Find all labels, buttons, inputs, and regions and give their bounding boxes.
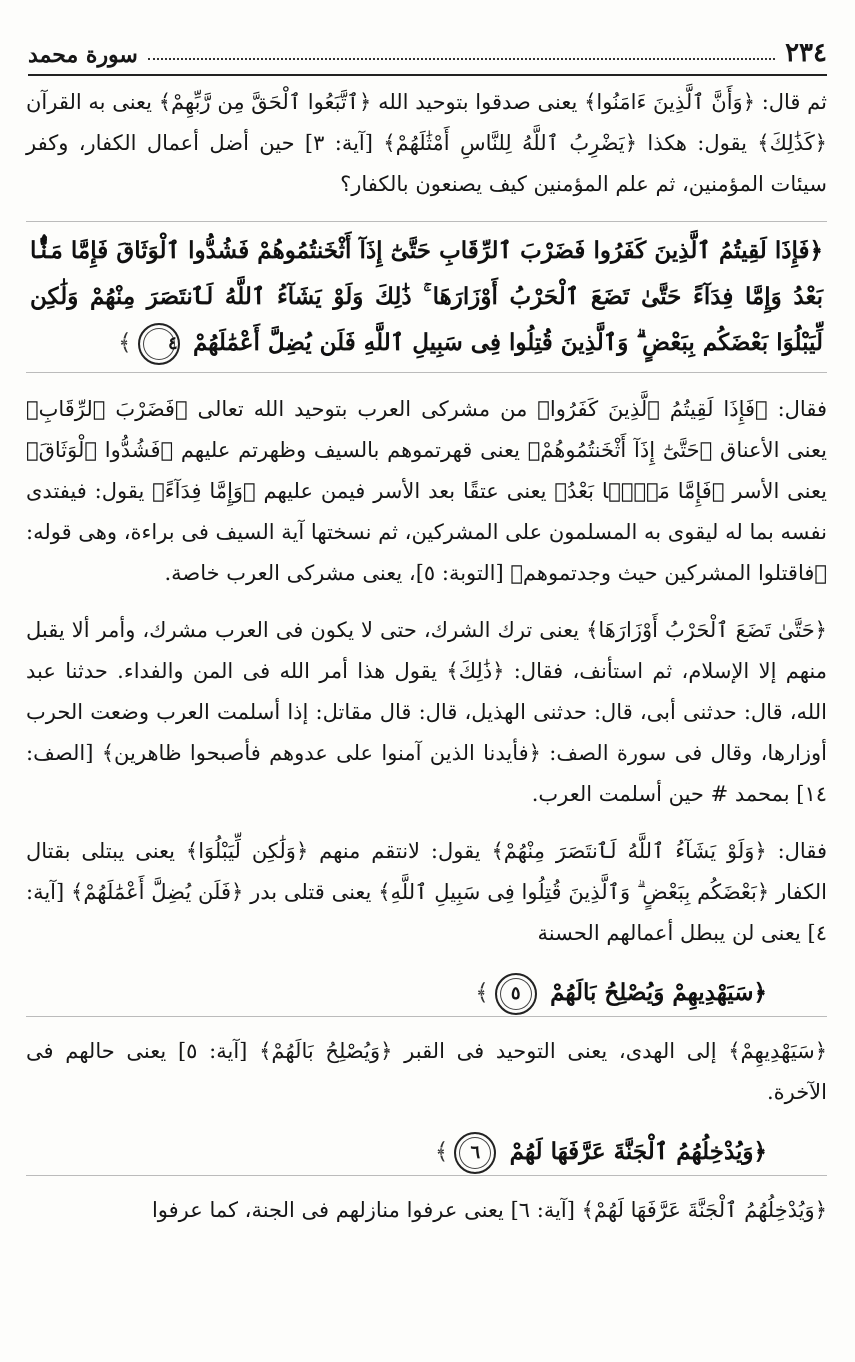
page-body [26, 82, 827, 1247]
verse-text: ﴿وَيُدْخِلُهُمُ ٱلْجَنَّةَ عَرَّفَهَا لَهُمْ [509, 1138, 767, 1165]
commentary-paragraph: ﴿وَيُدْخِلُهُمُ ٱلْجَنَّةَ عَرَّفَهَا لَهُمْ﴾ [آية: ٦] يعنى عرفوا منازلهم فى الجنة، كما عرفوا [151, 1198, 827, 1222]
commentary-paragraph: فقال: ﴿فَإِذَا لَقِيتُمُ ٱلَّذِينَ كَفَرُوا﴾ من مشركى العرب بتوحيد الله تعالى ﴿فَضَرْبَ ٱلرِّقَابِ﴾ يعنى الأعناق ﴿حَتَّىٰٓ إِذَآ أَثْخَنتُمُوهُمْ﴾ يعنى قهرتموهم بالسيف وظهرتم عليهم ﴿فَشُدُّوا ٱلْوَثَاقَ﴾ يعنى الأسر ﴿فَإِمَّا مَنًّۢا بَعْدُ﴾ يعنى عتقًا بعد الأسر فيمن عليهم ﴿وَإِمَّا فِدَآءً﴾ يقول: فيفتدى نفسه بما له ليقوى به المسلمون على المشركين، ثم نسختها آية السيف فى براءة، وهى قوله: ﴿فاقتلوا المشركين حيث وجدتموهم﴾ [التوبة: ٥]، يعنى مشركى العرب خاصة. [26, 397, 827, 585]
quran-verse-line [26, 1129, 827, 1176]
page-header [28, 28, 827, 76]
verse-close-bracket: ﴾ [475, 980, 489, 1006]
page-number: ٢٣٤ [785, 38, 827, 68]
verse-close-bracket: ﴾ [434, 1139, 449, 1165]
commentary-paragraph: ﴿سَيَهْدِيهِمْ﴾ إلى الهدى، يعنى التوحيد فى القبر ﴿وَيُصْلِحُ بَالَهُمْ﴾ [آية: ٥] يعنى حالهم فى الآخرة. [26, 1039, 827, 1104]
ayah-number-marker: ٥ [495, 973, 537, 1015]
verse-close-bracket: ﴾ [118, 330, 132, 356]
ayah-number-marker: ٤ [138, 323, 180, 365]
verse-text: ﴿فَإِذَا لَقِيتُمُ ٱلَّذِينَ كَفَرُوا فَضَرْبَ ٱلرِّقَابِ حَتَّىٰٓ إِذَآ أَثْخَنتُمُوهُمْ فَشُدُّوا ٱلْوَثَاقَ فَإِمَّا مَنًّۢا بَعْدُ وَإِمَّا فِدَآءً حَتَّىٰ تَضَعَ ٱلْحَرْبُ أَوْزَارَهَا ۚ ذَٰلِكَ وَلَوْ يَشَآءُ ٱللَّهُ لَٱنتَصَرَ مِنْهُمْ وَلَٰكِن لِّيَبْلُوَا بَعْضَكُم بِبَعْضٍ ۗ وَٱلَّذِينَ قُتِلُوا فِى سَبِيلِ ٱللَّهِ فَلَن يُضِلَّ أَعْمَٰلَهُمْ [30, 237, 823, 356]
ayah-number-marker: ٦ [454, 1132, 496, 1174]
surah-title: سورة محمد [28, 42, 138, 68]
quran-verse-block [26, 221, 827, 373]
commentary-paragraph: فقال: ﴿وَلَوْ يَشَآءُ ٱللَّهُ لَٱنتَصَرَ مِنْهُمْ﴾ يقول: لانتقم منهم ﴿وَلَٰكِن لِّيَبْلُوَا﴾ يعنى يبتلى بقتال الكفار ﴿بَعْضَكُم بِبَعْضٍ ۗ وَٱلَّذِينَ قُتِلُوا فِى سَبِيلِ ٱللَّهِ﴾ يعنى قتلى بدر ﴿فَلَن يُضِلَّ أَعْمَٰلَهُمْ﴾ [آية: ٤] يعنى لن يبطل أعمالهم الحسنة [26, 839, 827, 945]
header-dot-leader [148, 58, 775, 60]
verse-text: ﴿سَيَهْدِيهِمْ وَيُصْلِحُ بَالَهُمْ [550, 979, 767, 1006]
commentary-paragraph: ﴿حَتَّىٰ تَضَعَ ٱلْحَرْبُ أَوْزَارَهَا﴾ يعنى ترك الشرك، حتى لا يكون فى العرب مشرك، وأمر ألا يقبل منهم إلا الإسلام، ثم استأنف، فقال: ﴿ذَٰلِكَ﴾ يقول هذا أمر الله فى المن والفداء. حدثنا عبد الله، قال: حدثنى أبى، قال: حدثنى الهذيل، قال: قال مقاتل: إذا أسلمت العرب وضعت الحرب أوزارها، وقال فى سورة الصف: ﴿فأيدنا الذين آمنوا على عدوهم فأصبحوا ظاهرين﴾ [الصف: ١٤] بمحمد # حين أسلمت العرب. [26, 618, 827, 806]
quran-verse-line [26, 970, 827, 1017]
commentary-paragraph: ثم قال: ﴿وَأَنَّ ٱلَّذِينَ ءَامَنُوا﴾ يعنى صدقوا بتوحيد الله ﴿ٱتَّبَعُوا ٱلْحَقَّ مِن رَّبِّهِمْ﴾ يعنى به القرآن ﴿كَذَٰلِكَ﴾ يقول: هكذا ﴿يَضْرِبُ ٱللَّهُ لِلنَّاسِ أَمْثَٰلَهُمْ﴾ [آية: ٣] حين أضل أعمال الكفار، وكفر سيئات المؤمنين، ثم علم المؤمنين كيف يصنعون بالكفار؟ [26, 90, 827, 196]
